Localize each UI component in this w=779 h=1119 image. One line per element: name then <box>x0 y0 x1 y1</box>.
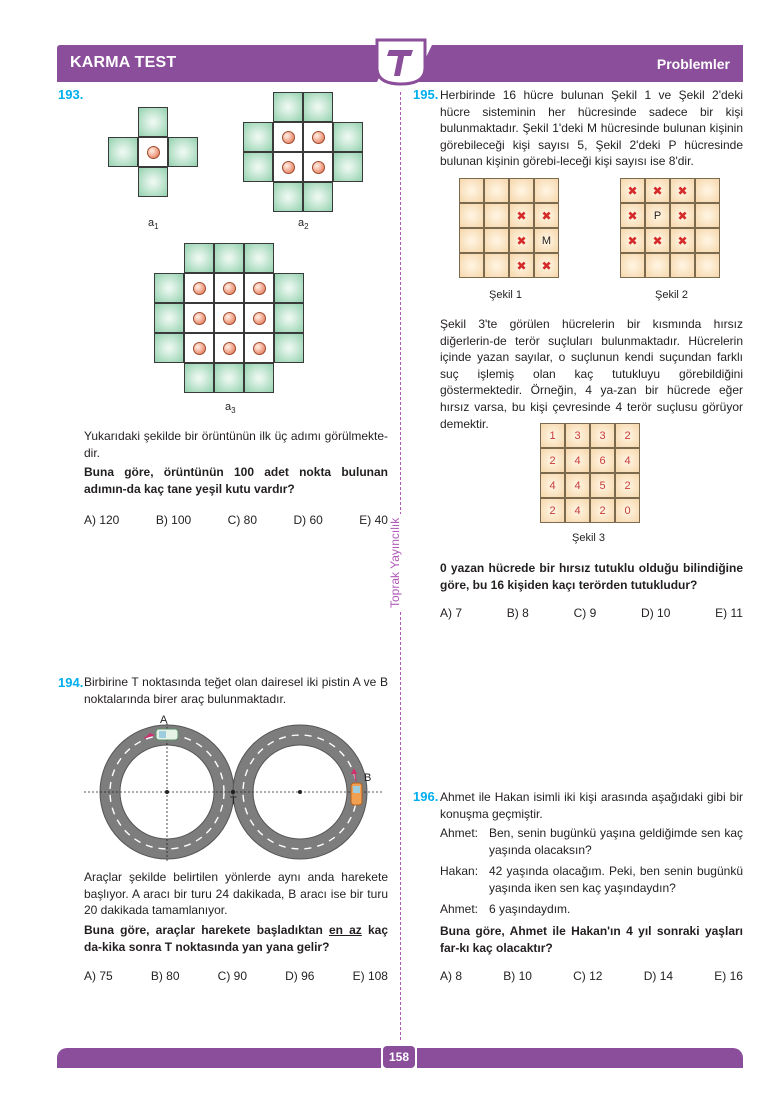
question-number-193: 193. <box>58 87 84 102</box>
cross-icon: ✖ <box>516 258 527 273</box>
publisher-logo <box>373 38 429 86</box>
fig2-cell <box>670 203 695 228</box>
page-number: 158 <box>383 1046 415 1068</box>
dialog-line-2: 42 yaşında olacağım. Peki, ben senin bugünkü yaşında iken sen kaç yaşındaydın? <box>489 864 743 895</box>
q195-question: 0 yazan hücrede bir hırsız tutuklu olduğu bilindiğine göre, bu 16 kişiden kaçı terörden tutukludur? <box>440 561 743 592</box>
fig2-cell <box>670 253 695 278</box>
fig1-cell <box>459 178 484 203</box>
fig2-cell <box>645 228 670 253</box>
fig1-cell <box>534 178 559 203</box>
cross-icon: ✖ <box>677 183 688 198</box>
option-a[interactable]: A) 120 <box>84 513 120 527</box>
fig2-cell <box>670 178 695 203</box>
q196-intro: Ahmet ile Hakan isimli iki kişi arasında aşağıdaki gibi bir konuşma geçmiştir. <box>440 790 743 821</box>
q195-intro: Herbirinde 16 hücre bulunan Şekil 1 ve Şekil 2'deki hücre sisteminin her hücresinde sadece bir kişi bulunmaktadır. Şekil 1'deki M hücresinde bulunan kişinin görebileceği kişi sayısı 5, Şekil 2'deki P hücresinde bulunan kişinin görebi-leceği kişi sayısı ise 8'dir. <box>440 88 743 169</box>
question-number-194: 194. <box>58 675 84 690</box>
fig2-cell <box>695 203 720 228</box>
fig1-cell <box>509 203 534 228</box>
fig3-cell: 2 <box>540 448 565 473</box>
option-c[interactable]: C) 9 <box>573 606 597 620</box>
q193-question: Buna göre, örüntünün 100 adet nokta bulunan adımın-da kaç tane yeşil kutu vardır? <box>84 465 388 496</box>
fig1-cell <box>484 178 509 203</box>
fig2-cell <box>620 228 645 253</box>
option-c[interactable]: C) 12 <box>573 969 603 983</box>
fig3-cell: 3 <box>590 423 615 448</box>
option-a[interactable]: A) 8 <box>440 969 463 983</box>
option-b[interactable]: B) 8 <box>506 606 529 620</box>
figure-sekil-2 <box>620 178 720 278</box>
fig1-cell: M <box>534 228 559 253</box>
fig3-cell: 2 <box>615 423 640 448</box>
figure-sekil-3 <box>540 423 640 523</box>
q196-options <box>440 969 743 983</box>
q194-track-figure <box>84 715 388 870</box>
option-a[interactable]: A) 75 <box>84 969 113 983</box>
cross-icon: ✖ <box>652 233 663 248</box>
fig2-cell <box>695 228 720 253</box>
fig3-cell: 4 <box>565 473 590 498</box>
fig3-cell: 2 <box>590 498 615 523</box>
dialog-line-1: Ben, senin bugünkü yaşına geldiğimde sen kaç yaşında olacaksın? <box>489 826 743 857</box>
fig2-cell <box>670 228 695 253</box>
fig2-cell <box>695 253 720 278</box>
fig3-cell: 4 <box>540 473 565 498</box>
caption-sekil-1: Şekil 1 <box>489 289 523 301</box>
dialog-speaker-1: Ahmet: <box>440 826 479 840</box>
cross-icon: ✖ <box>516 208 527 223</box>
option-d[interactable]: D) 96 <box>285 969 315 983</box>
question-number-196: 196. <box>413 789 439 804</box>
q194-text: Araçlar şekilde belirtilen yönlerde aynı anda harekete başlıyor. A aracı bir turu 24 dakikada, B aracı ise bir turu 20 dakikada tamamlanıyor. <box>84 870 388 918</box>
caption-a2: $a_2$ <box>298 217 309 232</box>
header-subject: Problemler <box>656 56 730 72</box>
fig1-cell <box>459 228 484 253</box>
q196-question: Buna göre, Ahmet ile Hakan'ın 4 yıl sonraki yaşları far-kı kaç olacaktır? <box>440 924 743 955</box>
caption-sekil-3: Şekil 3 <box>572 532 606 544</box>
figure-sekil-1 <box>459 178 559 278</box>
q195-options <box>440 606 743 620</box>
fig2-cell <box>620 178 645 203</box>
fig3-cell: 4 <box>615 448 640 473</box>
cross-icon: ✖ <box>627 208 638 223</box>
option-a[interactable]: A) 7 <box>440 606 463 620</box>
fig3-cell: 5 <box>590 473 615 498</box>
fig3-cell: 4 <box>565 498 590 523</box>
cross-icon: ✖ <box>627 183 638 198</box>
header-title: KARMA TEST <box>70 54 177 71</box>
dialog-speaker-3: Ahmet: <box>440 902 479 916</box>
q194-intro: Birbirine T noktasında teğet olan dairesel iki pistin A ve B noktalarında birer araç bulunmaktadır. <box>84 675 388 706</box>
option-c[interactable]: C) 80 <box>227 513 257 527</box>
fig2-cell <box>695 178 720 203</box>
fig1-cell <box>484 203 509 228</box>
fig3-cell: 3 <box>565 423 590 448</box>
fig3-cell: 2 <box>540 498 565 523</box>
option-d[interactable]: D) 14 <box>643 969 674 983</box>
q194-options <box>84 969 388 983</box>
fig3-cell: 0 <box>615 498 640 523</box>
fig1-cell <box>534 253 559 278</box>
option-e[interactable]: E) 40 <box>359 513 388 527</box>
q193-options <box>84 513 388 527</box>
cross-icon: ✖ <box>652 183 663 198</box>
label-t: T <box>230 795 237 807</box>
question-number-195: 195. <box>413 87 439 102</box>
fig2-cell <box>645 178 670 203</box>
publisher-vertical-label: Toprak Yayıncılık <box>388 514 402 612</box>
cross-icon: ✖ <box>541 208 552 223</box>
option-d[interactable]: D) 10 <box>641 606 671 620</box>
cross-icon: ✖ <box>677 233 688 248</box>
cross-icon: ✖ <box>627 233 638 248</box>
fig2-cell <box>645 253 670 278</box>
fig3-cell: 2 <box>615 473 640 498</box>
fig1-cell <box>459 203 484 228</box>
q193-text: Yukarıdaki şekilde bir örüntünün ilk üç adımı görülmekte-dir. <box>84 429 388 460</box>
fig1-cell <box>509 228 534 253</box>
fig1-cell <box>509 253 534 278</box>
fig3-cell: 4 <box>565 448 590 473</box>
caption-a3: $a_3$ <box>225 401 236 416</box>
fig3-cell: 1 <box>540 423 565 448</box>
fig1-cell <box>459 253 484 278</box>
fig3-cell: 6 <box>590 448 615 473</box>
option-b[interactable]: B) 10 <box>503 969 532 983</box>
cross-icon: ✖ <box>516 233 527 248</box>
caption-sekil-2: Şekil 2 <box>655 289 689 301</box>
fig2-cell: P <box>645 203 670 228</box>
fig2-cell <box>620 253 645 278</box>
dialog-speaker-2: Hakan: <box>440 864 479 878</box>
caption-a1: $a_1$ <box>148 217 159 232</box>
q194-question: Buna göre, araçlar harekete başladıktan en az kaç da-kika sonra T noktasında yan yana gelir? <box>84 923 389 954</box>
cross-icon: ✖ <box>541 258 552 273</box>
fig1-cell <box>484 228 509 253</box>
fig1-cell <box>509 178 534 203</box>
label-b: B <box>364 772 372 784</box>
fig2-cell <box>620 203 645 228</box>
option-d[interactable]: D) 60 <box>293 513 323 527</box>
option-e[interactable]: E) 11 <box>715 606 743 620</box>
fig1-cell <box>484 253 509 278</box>
option-b[interactable]: B) 100 <box>155 513 192 527</box>
label-a: A <box>160 714 168 726</box>
dialog-line-3: 6 yaşındaydım. <box>489 902 571 916</box>
q195-text2: Şekil 3'te görülen hücrelerin bir kısmında hırsız diğerlerin-de terör suçluları bulunmaktadır. Hücrelerin içinde yazan sayılar, o suçlunun kendi suçundan farklı suç işlemiş olan kaç tutukluyu görebildiğini göstermektedir. Örneğin, 4 ya-zan bir hücrede eğer hırsız varsa, bu kişi çevresinde 4 terör suçlusu görüyor demektir. <box>440 317 743 431</box>
option-c[interactable]: C) 90 <box>217 969 247 983</box>
option-e[interactable]: E) 108 <box>352 969 388 983</box>
cross-icon: ✖ <box>677 208 688 223</box>
option-e[interactable]: E) 16 <box>714 969 743 983</box>
option-b[interactable]: B) 80 <box>150 969 180 983</box>
fig1-cell <box>534 203 559 228</box>
